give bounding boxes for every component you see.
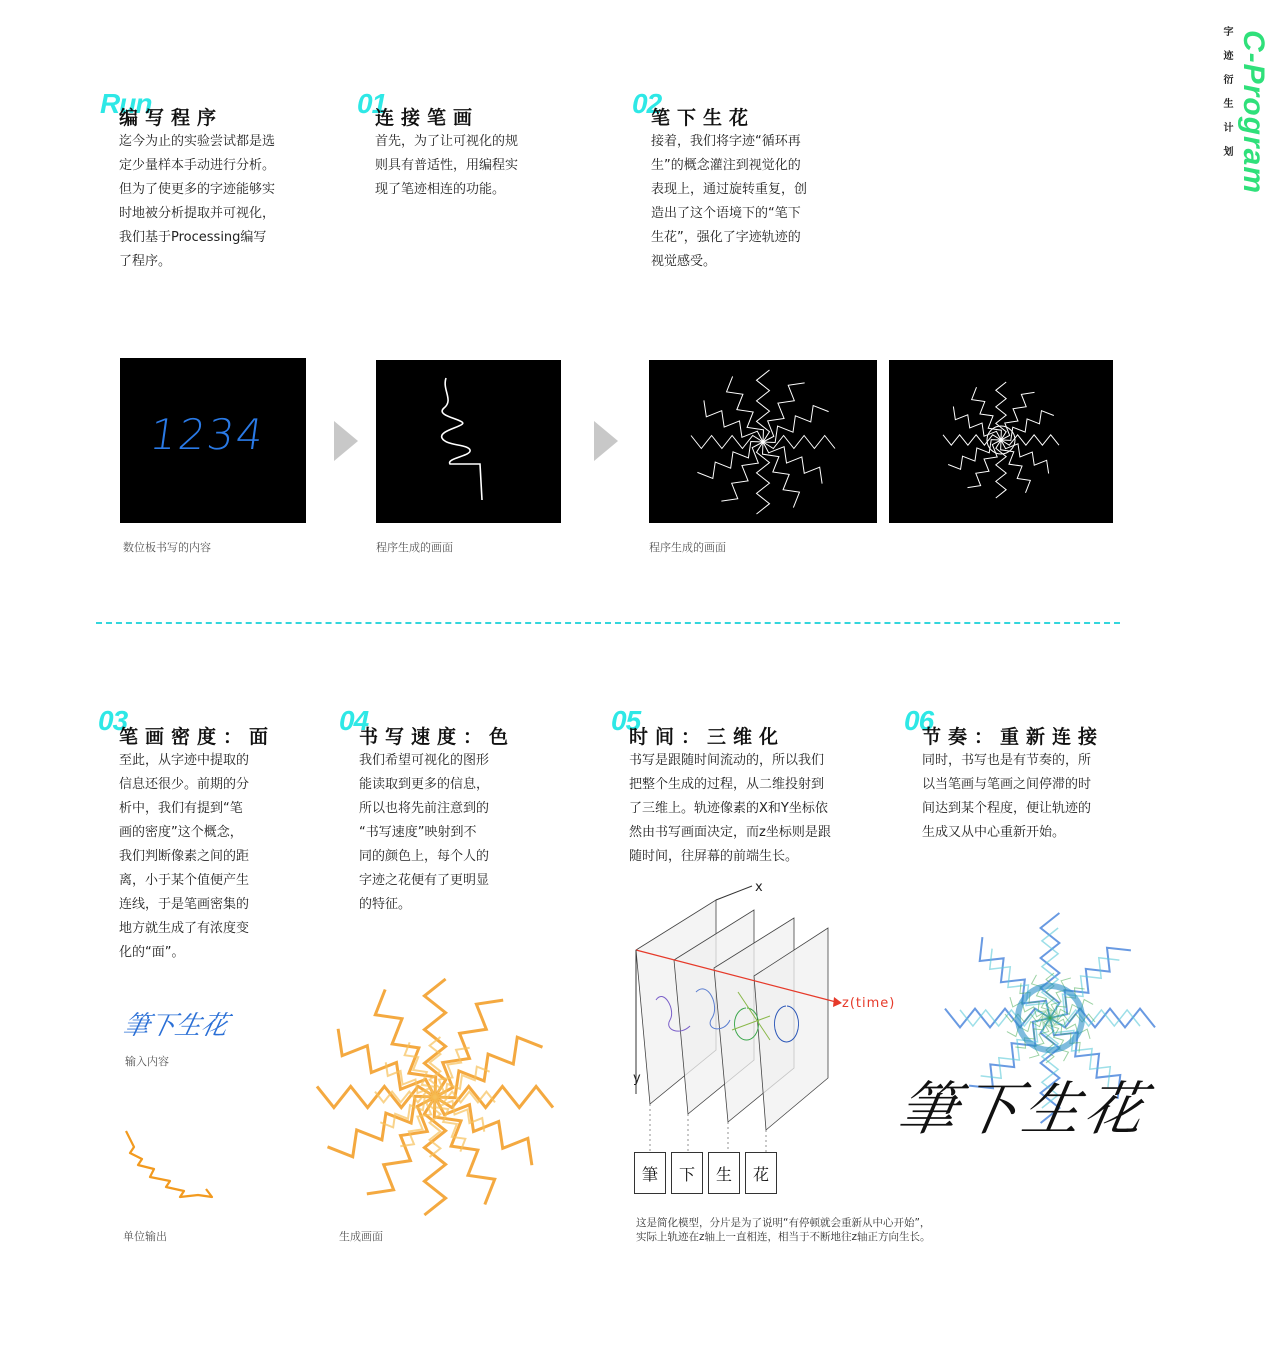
caption-program-1: 程序生成的画面: [376, 541, 453, 554]
side-title: C-Program: [1237, 30, 1270, 195]
axis-z-label: z(time): [842, 996, 896, 1011]
step-01-number: 01: [357, 88, 387, 119]
step-01-title: 连接笔画: [375, 107, 480, 129]
tablet-input-image: [120, 358, 306, 523]
connected-stroke-image: [376, 360, 561, 523]
step-02-number: 02: [632, 88, 662, 119]
arrow-right-icon: [594, 421, 618, 461]
axis-y-label: y: [633, 1071, 641, 1086]
unit-output-stroke: [120, 1125, 230, 1205]
step-05-text: 书写是跟随时间流动的，所以我们 把整个生成的过程，从二维投射到 了三维上。轨迹像素的X和Y坐标依 然由书写画面决定，而z坐标则是跟 随时间，往屏幕的前端生长。: [629, 753, 831, 864]
char-box: 花: [745, 1152, 777, 1194]
step-02-text: 接着，我们将字迹“循环再 生”的概念灌注到视觉化的 表现上，通过旋转重复，创 造出了这个语境下的“笔下 生花”，强化了字迹轨迹的 视觉感受。: [651, 134, 808, 269]
caption-program-2: 程序生成的画面: [649, 541, 726, 554]
side-subtitle: 字迹衍生计划: [1221, 26, 1232, 170]
diagram-footnote: 这是简化模型，分片是为了说明“有停顿就会重新从中心开始”， 实际上轨迹在z轴上一直相连，相当于不断地往z轴正方向生长。: [636, 1217, 931, 1243]
arrow-right-icon: [334, 421, 358, 461]
char-box: 下: [671, 1152, 703, 1194]
flower-image-1: [649, 360, 877, 523]
dashed-divider: [96, 622, 1120, 624]
step-05-title: 时间：三维化: [629, 726, 786, 748]
step-run-text: 迄今为止的实验尝试都是选 定少量样本手动进行分析。 但为了使更多的字迹能够实 时地被分析提取并可视化， 我们基于Processing编写 了程序。: [119, 134, 276, 269]
step-03-title: 笔画密度：面: [119, 726, 276, 748]
caption-unit-output: 单位输出: [123, 1230, 167, 1243]
step-06-title: 节奏：重新连接: [922, 726, 1105, 748]
caption-tablet: 数位板书写的内容: [123, 541, 211, 554]
step-03-text: 至此，从字迹中提取的 信息还很少。前期的分 析中，我们有提到“笔 画的密度”这个概念， 我们判断像素之间的距 离，小于某个值便产生 连线，于是笔画密集的 地方就生成了有浓度变 化的“面”。: [119, 753, 250, 960]
char-box: 生: [708, 1152, 740, 1194]
step-05-number: 05: [611, 705, 641, 736]
step-01-text: 首先，为了让可视化的规 则具有普适性，用编程实 现了笔迹相连的功能。: [375, 134, 519, 197]
orange-flower-image: [310, 972, 560, 1222]
step-run-title: 编写程序: [119, 107, 224, 129]
axis-x-label: x: [755, 880, 763, 895]
caption-generated: 生成画面: [339, 1230, 383, 1243]
step-06-text: 同时，书写也是有节奏的，所 以当笔画与笔画之间停滞的时 间达到某个程度，便让轨迹的 生成又从中心重新开始。: [922, 753, 1092, 840]
character-boxes: [634, 1152, 777, 1194]
input-handwriting: 筆下生花: [120, 1011, 231, 1041]
step-04-title: 书写速度：色: [359, 726, 516, 748]
caption-input: 输入内容: [125, 1055, 169, 1068]
step-run-number: Run: [100, 88, 152, 119]
char-box: 筆: [634, 1152, 666, 1194]
big-handwriting: 筆下生花: [893, 1075, 1154, 1143]
step-04-number: 04: [339, 705, 369, 736]
flower-image-2: [889, 360, 1113, 523]
step-04-text: 我们希望可视化的图形 能读取到更多的信息， 所以也将先前注意到的 “书写速度”映射到不 同的颜色上，每个人的 字迹之花便有了更明显 的特征。: [359, 753, 490, 912]
tablet-digits: 1234: [146, 410, 269, 459]
step-06-number: 06: [904, 705, 934, 736]
step-03-number: 03: [98, 705, 128, 736]
step-02-title: 笔下生花: [651, 107, 756, 129]
